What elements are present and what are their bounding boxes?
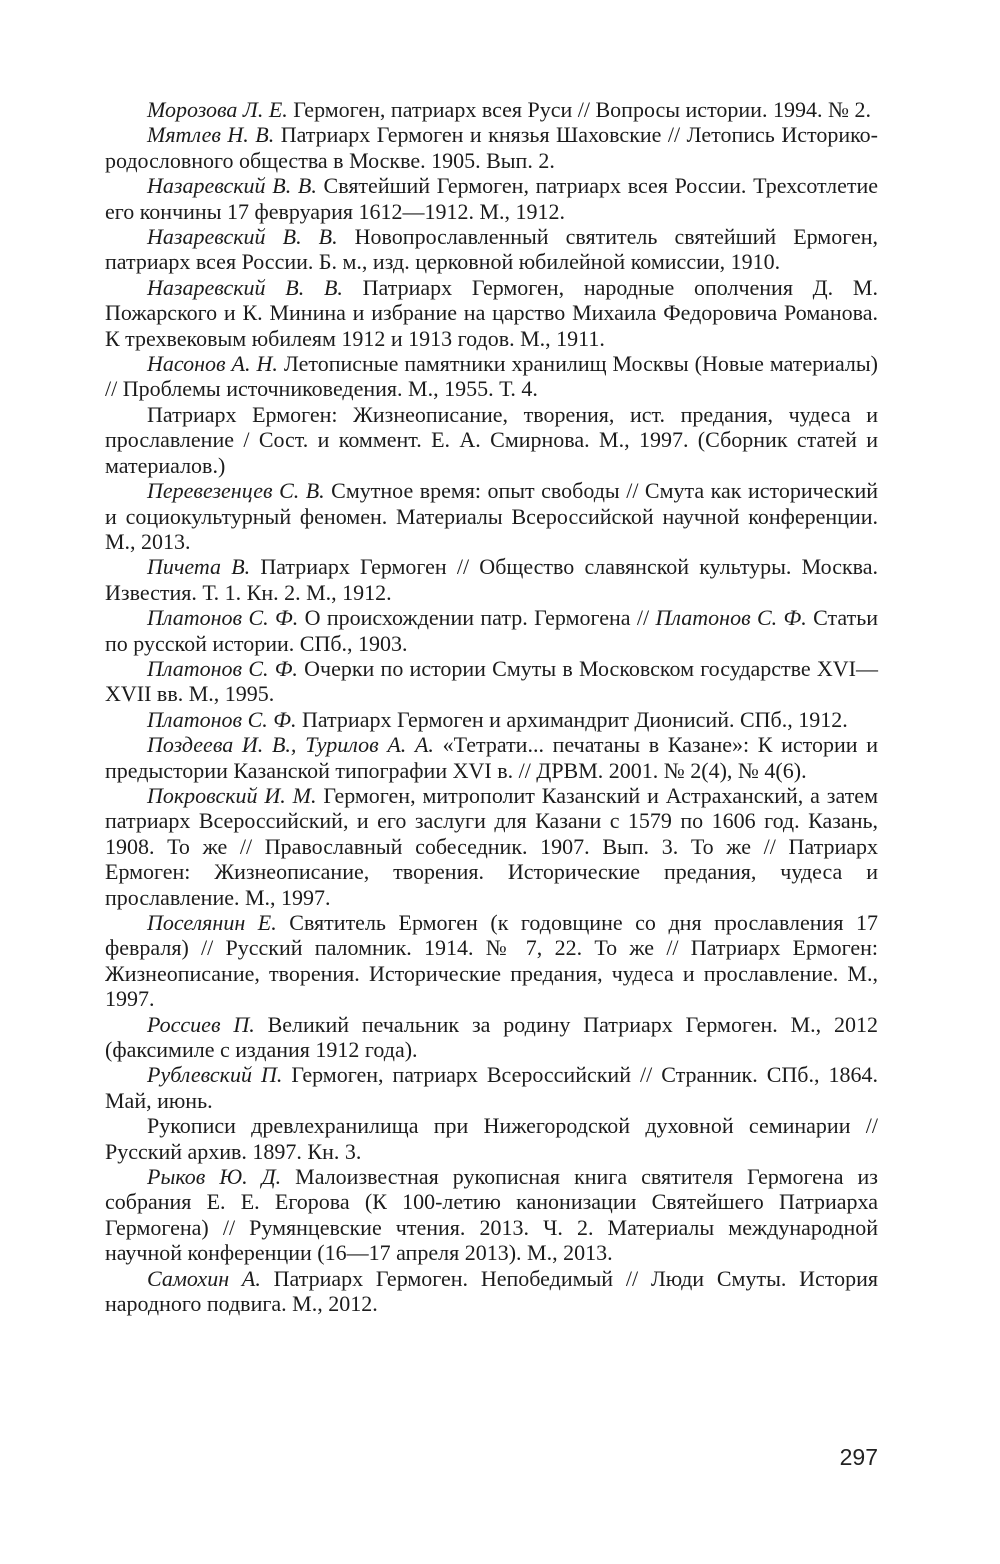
entry-author: Назаревский В. В. [147,274,343,300]
bibliography-entry [105,1164,878,1266]
entry-text-cited: Статьи по русской истории. СПб., 1903. [105,605,879,656]
bibliography-entry [105,275,878,351]
entry-author: Назаревский В. В. [147,224,338,250]
bibliography-entry [105,122,878,173]
entry-text: О происхождении патр. Гермогена // [298,605,656,631]
bibliography-entry [105,1062,878,1113]
bibliography-entry [105,402,878,478]
entry-author: Насонов А. Н. [147,351,278,377]
bibliography-entry [105,1012,878,1063]
bibliography-entry [105,783,878,910]
entry-text: Патриарх Гермоген и архимандрит Дионисий. СПб., 1912. [296,706,848,732]
bibliography-list [105,97,878,1317]
entry-text: Патриарх Гермоген, народные ополчения Д. М. Пожарского и К. Минина и избрание на царство Михаила Федоровича Романова. К трехвековым юбилеям 1912 и 1913 годов. М., 1911. [105,274,878,351]
entry-author: Поздеева И. В., Турилов А. А. [147,732,434,758]
entry-author: Покровский И. М. [147,782,317,808]
bibliography-entry [105,478,878,554]
bibliography-entry [105,224,878,275]
entry-text: Очерки по истории Смуты в Московском государстве XVI—XVII вв. М., 1995. [105,655,879,707]
bibliography-entry [105,656,878,707]
entry-author: Пичета В. [147,554,251,580]
bibliography-entry [105,605,878,656]
entry-author: Поселянин Е. [147,910,277,935]
page-number: 297 [839,1444,878,1470]
bibliography-entry [105,732,878,783]
entry-text: Смутное время: опыт свободы // Смута как исторический и социокультурный феномен. Материалы Всероссийской научной конференции. М., 2013. [105,478,878,554]
entry-author: Назаревский В. В. [147,173,317,199]
entry-text: Великий печальник за родину Патриарх Гермоген. М., 2012 (факсимиле с издания 1912 года). [105,1011,879,1063]
entry-text: Святитель Ермоген (к годовщине со дня прославления 17 февраля) // Русский паломник. 1914. № 7, 22. То же // Патриарх Ермоген: Жизнеописание, творения. Исторические предания, чудеса и прославление. М., 1997. [105,910,879,1012]
entry-author: Платонов С. Ф. [147,706,297,732]
bibliography-entry [105,97,878,122]
entry-text: Рукописи древлехранилища при Нижегородской духовной семинарии // Русский архив. 1897. Кн. 3. [105,1113,878,1164]
entry-text: Патриарх Гермоген // Общество славянской культуры. Москва. Известия. Т. 1. Кн. 2. М., 1912. [105,554,879,605]
entry-text: Малоизвестная рукописная книга святителя Гермогена из собрания Е. Е. Егорова (К 100-летию канонизации Святейшего Патриарха Гермогена) // Румянцевские чтения. 2013. Ч. 2. Материалы международной научной конференции (16—17 апреля 2013). М., 2013. [105,1164,878,1266]
entry-author: Рыков Ю. Д. [147,1164,282,1190]
entry-text: Гермоген, патриарх Всероссийский // Странник. СПб., 1864. Май, июнь. [105,1062,878,1113]
entry-text: Патриарх Гермоген и князья Шаховские // Летопись Историко-родословного общества в Москве. 1905. Вып. 2. [105,122,878,173]
bibliography-entry [105,1266,878,1317]
entry-author: Россиев П. [147,1011,255,1037]
bibliography-entry [105,351,878,402]
bibliography-entry [105,554,878,605]
entry-text: Святейший Гермоген, патриарх всея России. Трехсотлетие его кончины 17 февруария 1612—1912. М., 1912. [105,173,879,224]
bibliography-entry [105,1113,878,1164]
bibliography-entry [105,173,878,224]
entry-author: Платонов С. Ф. [147,655,298,681]
entry-author: Рублевский П. [147,1062,283,1088]
entry-author: Перевезенцев С. В. [147,478,325,504]
bibliography-entry [105,910,878,1012]
bibliography-entry [105,707,878,732]
entry-text: Новопрославленный святитель святейший Ермоген, патриарх всея России. Б. м., изд. церковной юбилейной комиссии, 1910. [105,224,878,275]
entry-text: Летописные памятники хранилищ Москвы (Новые материалы) // Проблемы источниковедения. М., 1955. Т. 4. [105,351,878,402]
entry-text: Гермоген, митрополит Казанский и Астраханский, а затем патриарх Всероссийский, и его заслуги для Казани с 1579 по 1606 год. Казань, 1908. То же // Православный собеседник. 1907. Вып. 3. То же // Патриарх Ермоген: Жизнеописание, творения. Исторические предания, чудеса и прославление. М., 1997. [105,782,878,910]
entry-author-cited: Платонов С. Ф. [655,605,807,631]
entry-text: «Тетрати... печатаны в Казане»: К истории и предыстории Казанской типографии XVI в. // ДРВМ. 2001. № 2(4), № 4(6). [105,732,879,783]
entry-text: Патриарх Гермоген. Непобедимый // Люди Смуты. История народного подвига. М., 2012. [105,1265,878,1317]
entry-author: Морозова Л. Е. [147,97,288,122]
entry-author: Самохин А. [147,1265,261,1291]
entry-text: Гермоген, патриарх всея Руси // Вопросы истории. 1994. № 2. [287,97,871,122]
entry-author: Платонов С. Ф. [147,605,299,631]
entry-author: Мятлев Н. В. [147,122,275,148]
entry-text: Патриарх Ермоген: Жизнеописание, творения, ист. предания, чудеса и прославление / Сост. и коммент. Е. А. Смирнова. М., 1997. (Сборник статей и материалов.) [105,401,878,478]
